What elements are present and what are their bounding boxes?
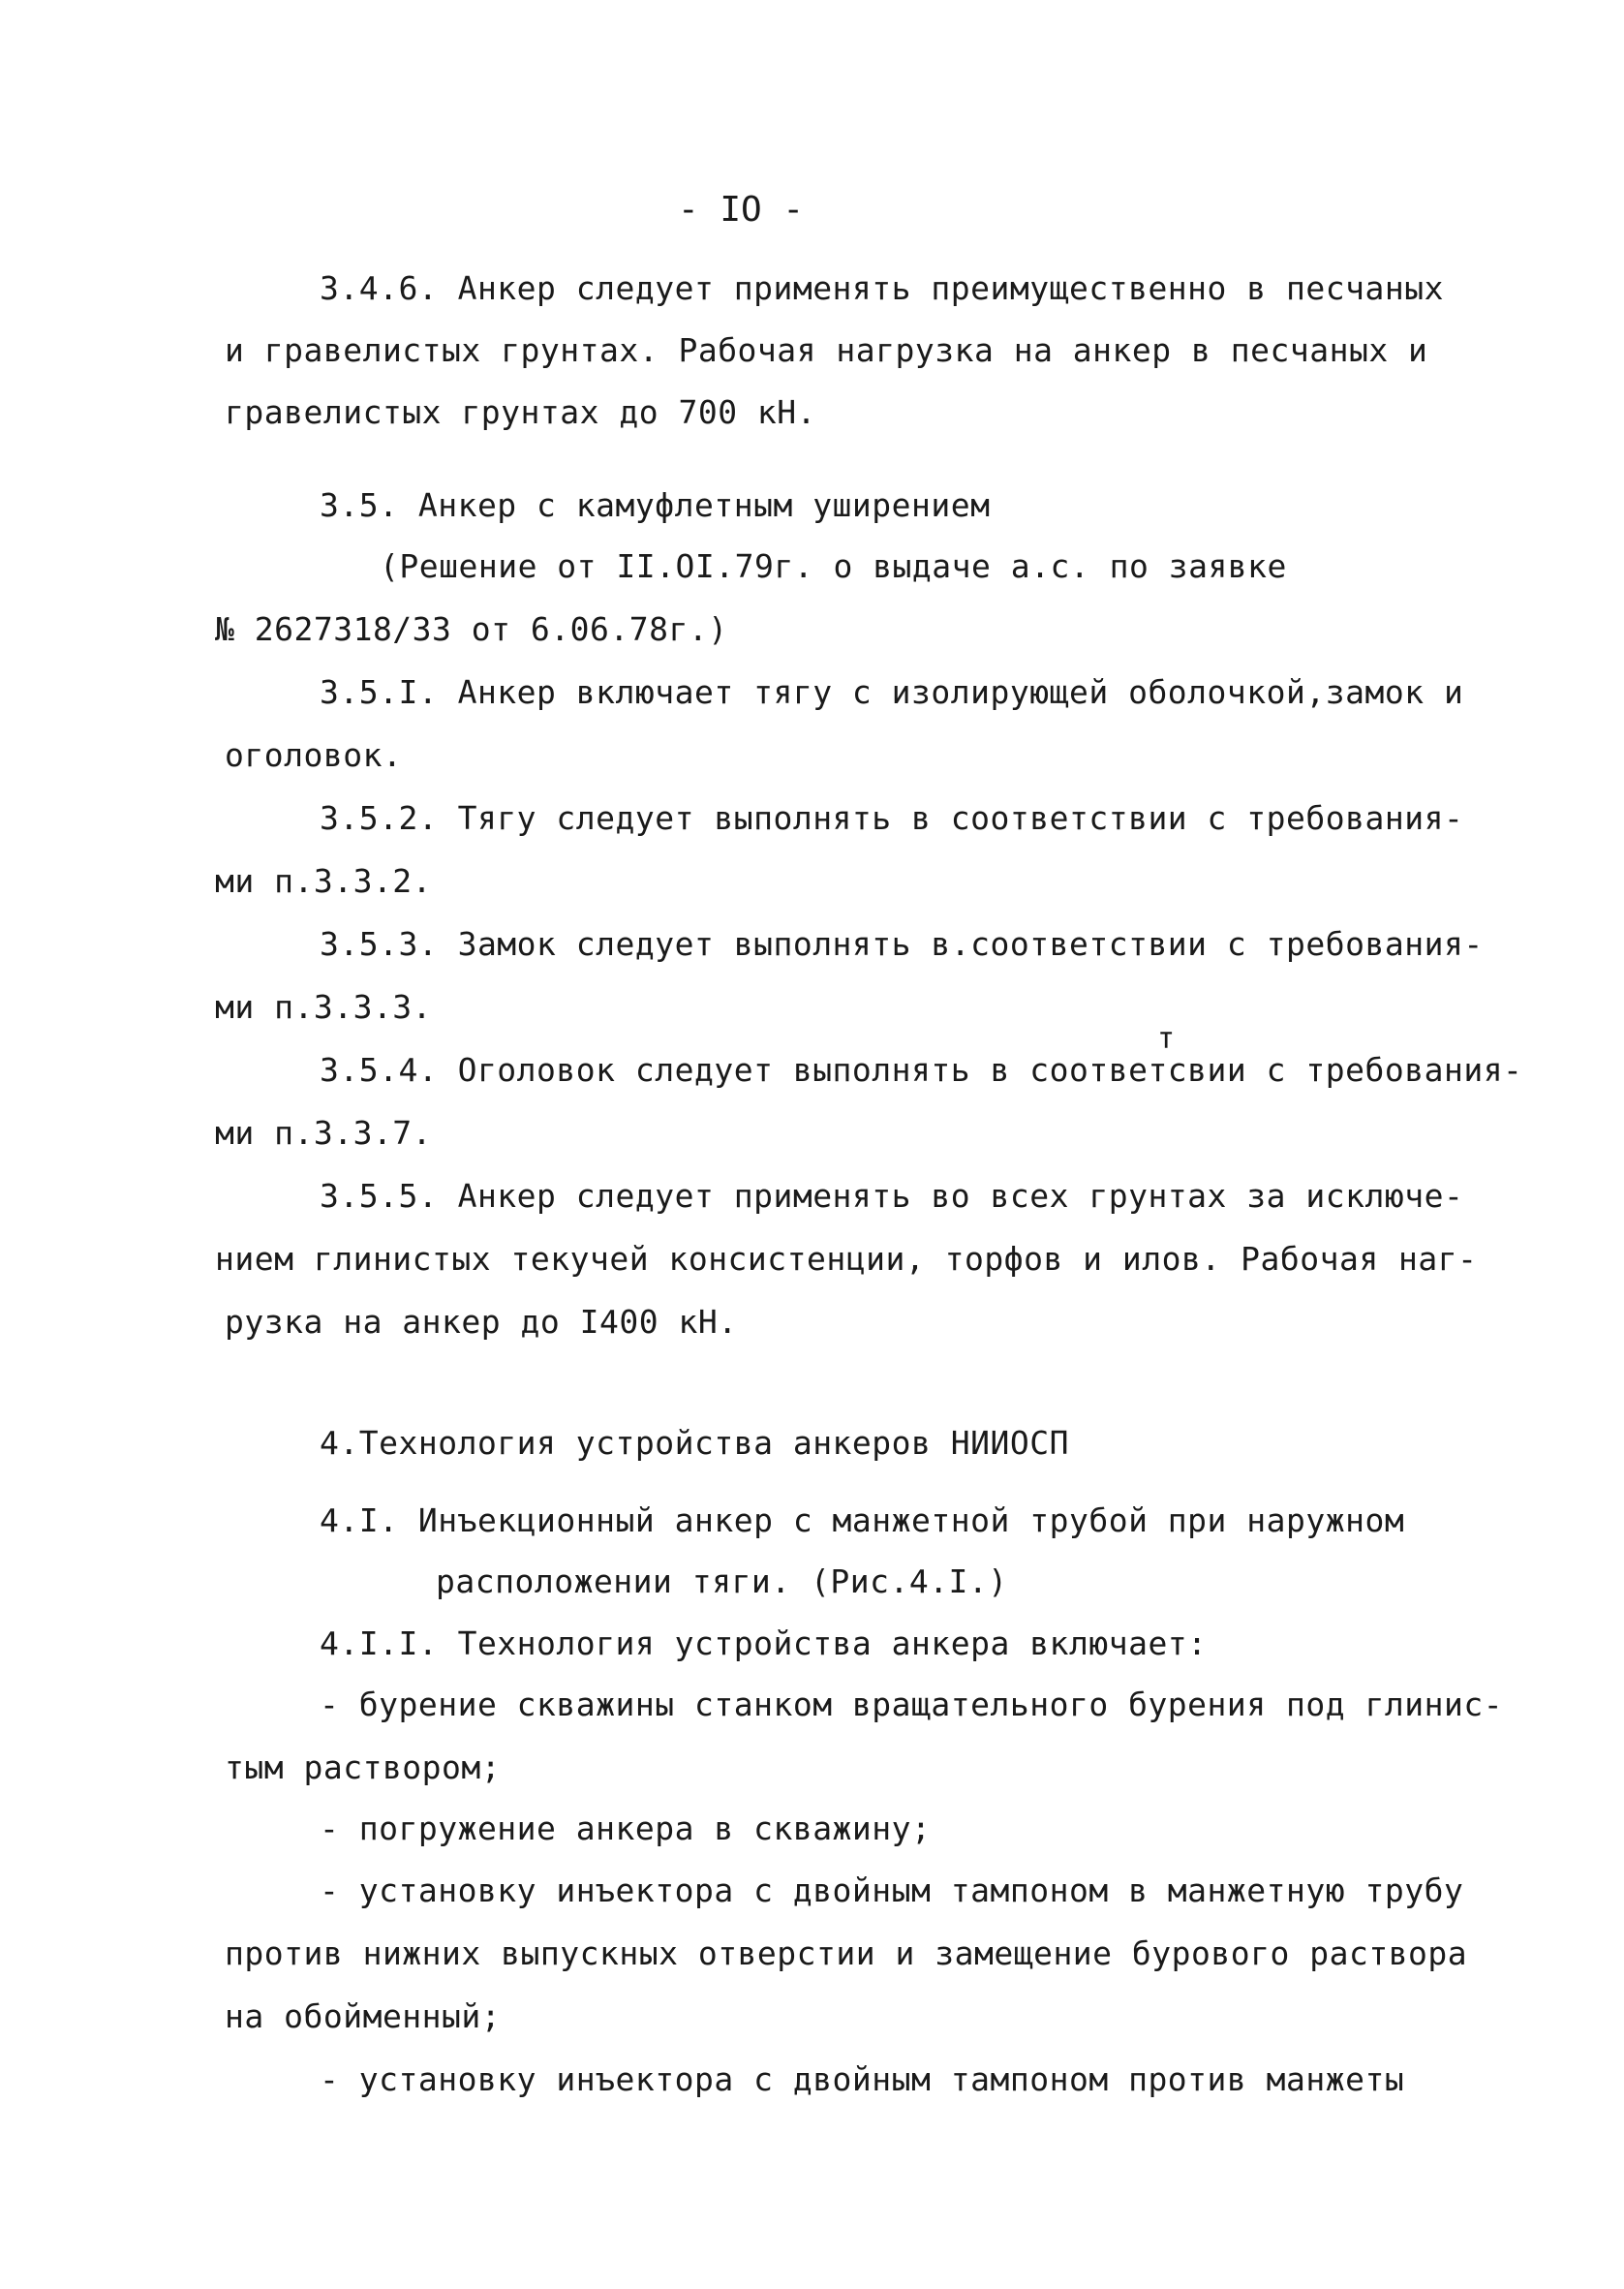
- text-line: 3.5.4. Оголовок следует выполнять в соответсвии с требования-: [320, 1051, 1523, 1089]
- text-line: 3.5.3. Замок следует выполнять в.соответствии с требования-: [320, 925, 1484, 963]
- text-line: ми п.3.3.3.: [215, 988, 433, 1026]
- text-line: тым раствором;: [225, 1748, 502, 1786]
- text-line: 4.I.I. Технология устройства анкера включает:: [320, 1624, 1208, 1662]
- text-line: рузка на анкер до I400 кН.: [225, 1303, 738, 1341]
- list-item: - установку инъектора с двойным тампоном против манжеты: [320, 2060, 1405, 2098]
- text-line: расположении тяги. (Рис.4.I.): [436, 1562, 1008, 1600]
- handwritten-correction: т: [1157, 1022, 1176, 1056]
- section-heading: 3.5. Анкер с камуфлетным уширением: [320, 486, 991, 524]
- text-line: на обойменный;: [225, 1997, 502, 2035]
- list-item: - погружение анкера в скважину;: [320, 1810, 932, 1847]
- text-line: против нижних выпускных отверстии и замещение бурового раствора: [225, 1934, 1468, 1972]
- text-line: (Решение от II.OI.79г. о выдаче а.с. по заявке: [380, 547, 1287, 585]
- text-line: 4.I. Инъекционный анкер с манжетной трубой при наружном: [320, 1501, 1405, 1539]
- text-line: и гравелистых грунтах. Рабочая нагрузка на анкер в песчаных и: [225, 331, 1428, 369]
- page-number: - IO -: [678, 190, 805, 230]
- text-line: 3.5.5. Анкер следует применять во всех грунтах за исключе-: [320, 1177, 1464, 1215]
- text-line: 3.4.6. Анкер следует применять преимущественно в песчаных: [320, 269, 1444, 307]
- text-line: нием глинистых текучей консистенции, торфов и илов. Рабочая наг-: [215, 1240, 1478, 1278]
- text-line: ми п.3.3.7.: [215, 1114, 433, 1152]
- text-line: ми п.3.3.2.: [215, 862, 433, 900]
- list-item: - бурение скважины станком вращательного бурения под глинис-: [320, 1686, 1504, 1723]
- text-line: оголовок.: [225, 736, 403, 774]
- text-line: 3.5.I. Анкер включает тягу с изолирующей оболочкой,замок и: [320, 673, 1464, 711]
- text-line: № 2627318/33 от 6.06.78г.): [215, 610, 728, 648]
- text-line: 3.5.2. Тягу следует выполнять в соответствии с требования-: [320, 799, 1464, 837]
- text-line: гравелистых грунтах до 700 кН.: [225, 393, 817, 431]
- list-item: - установку инъектора с двойным тампоном в манжетную трубу: [320, 1871, 1464, 1909]
- section-heading: 4.Технология устройства анкеров НИИОСП: [320, 1424, 1069, 1462]
